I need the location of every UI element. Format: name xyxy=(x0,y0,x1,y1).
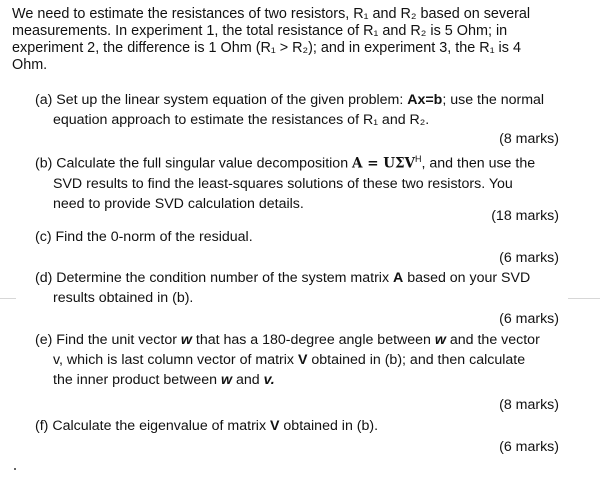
right-margin-rule xyxy=(568,298,600,299)
intro-line-1: We need to estimate the resistances of two resistors, R₁ and R₂ based on several xyxy=(12,6,531,22)
part-b xyxy=(35,149,575,214)
part-d-line-1: (d) Determine the condition number of the system matrix A based on your SVD xyxy=(35,270,531,286)
scan-dot xyxy=(14,468,16,470)
part-c xyxy=(35,227,575,247)
part-e-line-1: (e) Find the unit vector w that has a 180-degree angle between w and the vector xyxy=(35,332,540,348)
part-c-marks: (6 marks) xyxy=(499,250,559,266)
problem-statement xyxy=(12,6,572,74)
part-f-line-1: (f) Calculate the eigenvalue of matrix V obtained in (b). xyxy=(35,418,379,434)
part-a xyxy=(35,90,575,130)
left-margin-rule xyxy=(0,298,16,299)
part-e-marks: (8 marks) xyxy=(499,397,559,413)
part-e-line-2: v, which is last column vector of matrix V obtained in (b); and then calculate xyxy=(53,352,526,368)
part-a-line-2: equation approach to estimate the resistances of R₁ and R₂. xyxy=(53,112,430,128)
part-d-line-2: results obtained in (b). xyxy=(53,290,194,306)
part-a-line-1: (a) Set up the linear system equation of the given problem: Ax=b; use the normal xyxy=(35,92,545,108)
part-b-line-3: need to provide SVD calculation details. xyxy=(53,195,304,212)
part-f-marks: (6 marks) xyxy=(499,439,559,455)
part-a-marks: (8 marks) xyxy=(499,131,559,147)
part-f xyxy=(35,416,575,436)
part-e xyxy=(35,330,575,390)
part-b-marks: (18 marks) xyxy=(491,208,559,224)
part-e-line-3: the inner product between w and v. xyxy=(53,372,275,388)
part-b-line-2: SVD results to find the least-squares solutions of these two resistors. You xyxy=(53,175,513,192)
part-d xyxy=(35,268,575,308)
part-b-line-1: (b) Calculate the full singular value decomposition $A = U\Sigma V^H$, and then use the xyxy=(35,154,536,172)
part-d-marks: (6 marks) xyxy=(499,311,559,327)
intro-line-4: Ohm. xyxy=(12,57,48,73)
svd-formula: A = UΣV xyxy=(352,155,416,172)
part-c-line-1: (c) Find the 0-norm of the residual. xyxy=(35,229,253,245)
intro-line-2: measurements. In experiment 1, the total resistance of R₁ and R₂ is 5 Ohm; in xyxy=(12,23,508,39)
intro-line-3: experiment 2, the difference is 1 Ohm (R₁ > R₂); and in experiment 3, the R₁ is 4 xyxy=(12,40,521,56)
